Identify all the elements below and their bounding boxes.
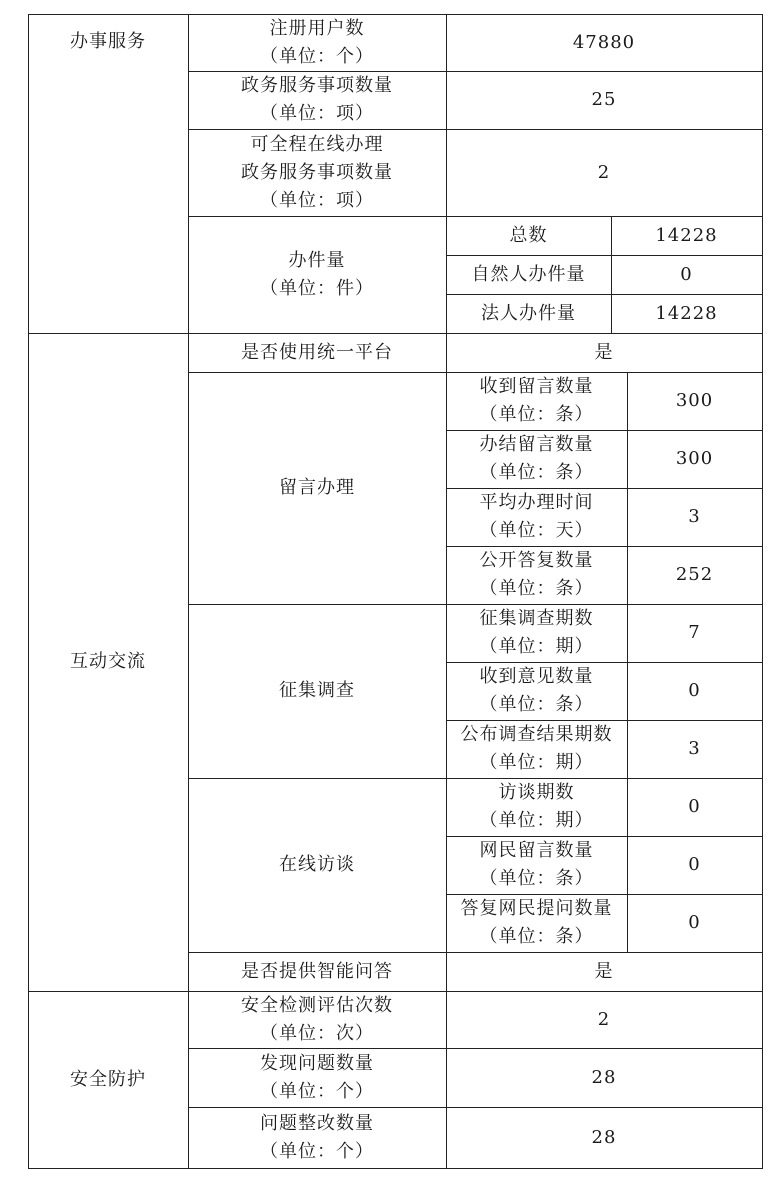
label-online-full-items: 可全程在线办理 政务服务事项数量 （单位：项） — [241, 133, 393, 211]
label-registered-users: 注册用户数 （单位：个） — [260, 17, 374, 67]
label-messages-public-replies: 公开答复数量 （单位：条） — [479, 550, 594, 599]
value-messages-received: 300 — [675, 390, 714, 411]
value-online-full-items: 2 — [597, 161, 611, 183]
value-messages-concluded: 300 — [675, 448, 714, 469]
label-security-assessments: 安全检测评估次数 （单位：次） — [241, 994, 393, 1044]
value-messages-avg-time: 3 — [688, 506, 701, 527]
label-cases-total: 总数 — [509, 224, 548, 246]
label-cases: 办件量 （单位：件） — [260, 249, 374, 299]
label-smart-qa: 是否提供智能问答 — [241, 960, 393, 982]
label-messages-avg-time: 平均办理时间 （单位：天） — [479, 492, 594, 541]
label-interview-replies: 答复网民提问数量 （单位：条） — [460, 898, 613, 947]
label-interview-netizen-msgs: 网民留言数量 （单位：条） — [479, 840, 594, 889]
label-messages-received: 收到留言数量 （单位：条） — [479, 376, 594, 425]
value-smart-qa: 是 — [594, 960, 614, 982]
label-survey-opinions: 收到意见数量 （单位：条） — [479, 666, 594, 715]
label-messages-concluded: 办结留言数量 （单位：条） — [479, 434, 594, 483]
value-survey-results: 3 — [688, 738, 701, 759]
section-label-service: 办事服务 — [70, 31, 146, 52]
label-gov-service-items: 政务服务事项数量 （单位：项） — [241, 75, 393, 124]
value-cases-legal: 14228 — [655, 302, 718, 324]
label-survey-group: 征集调查 — [279, 680, 355, 701]
label-survey-results: 公布调查结果期数 （单位：期） — [460, 724, 613, 773]
value-survey-periods: 7 — [688, 622, 701, 643]
label-cases-natural: 自然人办件量 — [471, 263, 586, 285]
value-issues-fixed: 28 — [591, 1126, 617, 1148]
value-unified-platform: 是 — [594, 341, 614, 363]
value-survey-opinions: 0 — [688, 680, 701, 701]
label-issues-fixed: 问题整改数量 （单位：个） — [260, 1112, 374, 1162]
label-survey-periods: 征集调查期数 （单位：期） — [479, 608, 594, 657]
label-interview-group: 在线访谈 — [279, 854, 355, 875]
value-interview-periods: 0 — [688, 796, 701, 817]
value-gov-service-items: 25 — [591, 89, 617, 110]
label-messages-group: 留言办理 — [279, 477, 355, 498]
section-label-security: 安全防护 — [70, 1068, 146, 1090]
label-unified-platform: 是否使用统一平台 — [241, 341, 393, 363]
value-interview-replies: 0 — [688, 912, 701, 933]
label-interview-periods: 访谈期数 （单位：期） — [479, 782, 594, 831]
value-security-assessments: 2 — [597, 1008, 611, 1030]
value-cases-total: 14228 — [655, 224, 718, 246]
value-registered-users: 47880 — [572, 31, 636, 53]
value-messages-public-replies: 252 — [675, 564, 714, 585]
value-interview-netizen-msgs: 0 — [688, 854, 701, 875]
label-cases-legal: 法人办件量 — [481, 302, 576, 324]
section-label-interaction: 互动交流 — [70, 651, 146, 672]
value-issues-found: 28 — [591, 1066, 617, 1088]
value-cases-natural: 0 — [680, 263, 693, 285]
label-issues-found: 发现问题数量 （单位：个） — [260, 1052, 374, 1102]
